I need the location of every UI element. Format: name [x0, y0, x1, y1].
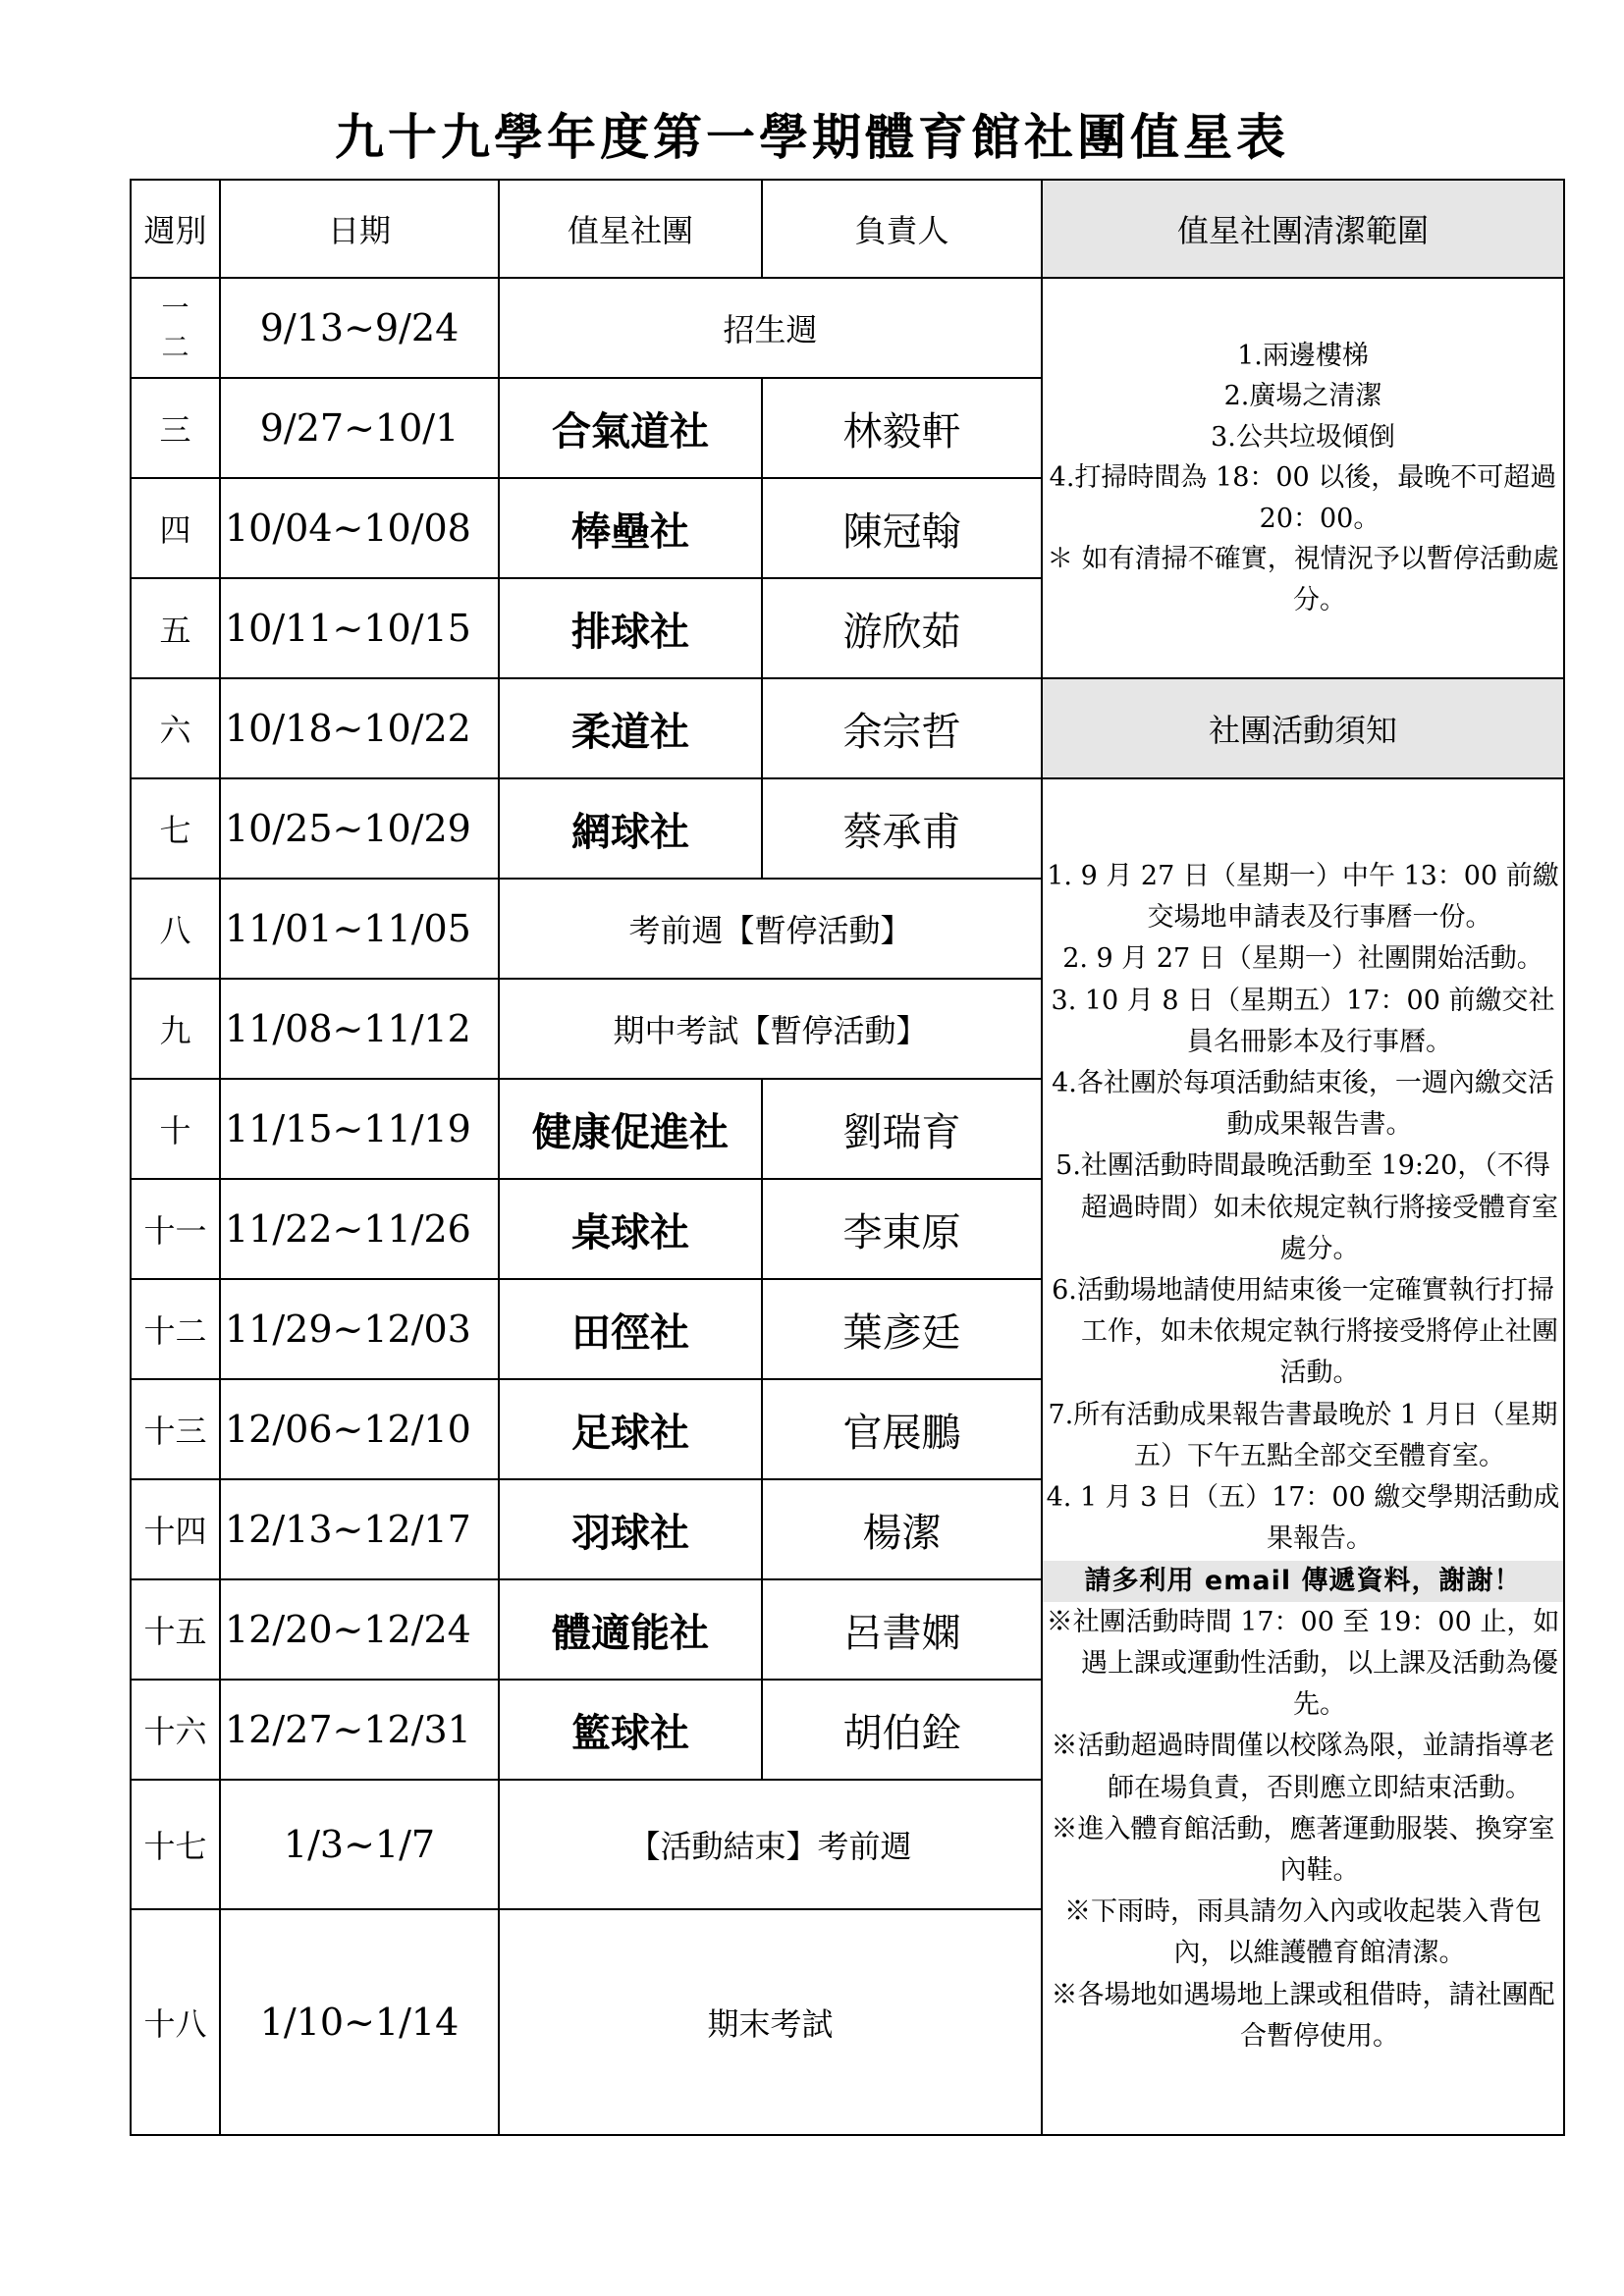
date-cell: 11/15~11/19 [220, 1079, 499, 1179]
notice-item: 3. 10 月 8 日（星期五）17：00 前繳交社員名冊影本及行事曆。 [1051, 985, 1555, 1057]
week-cell: 十三 [131, 1379, 220, 1479]
person-cell: 呂書嫻 [762, 1579, 1042, 1680]
week-cell [131, 278, 220, 378]
notice-heading: 社團活動須知 [1042, 678, 1564, 778]
header-row [131, 180, 1564, 278]
date-cell: 10/18~10/22 [220, 678, 499, 778]
notice-item: 7.所有活動成果報告書最晚於 1 月日（星期五）下午五點全部交至體育室。 [1048, 1399, 1558, 1471]
date-cell: 12/27~12/31 [220, 1680, 499, 1780]
event-cell: 期中考試【暫停活動】 [499, 979, 1042, 1079]
date-cell: 10/04~10/08 [220, 478, 499, 578]
week-cell: 十七 [131, 1780, 220, 1909]
week-cell: 十 [131, 1079, 220, 1179]
remark-item: ※社團活動時間 17：00 至 19：00 止，如遇上課或運動性活動，以上課及活動為優先。 [1046, 1606, 1560, 1721]
date-cell: 12/20~12/24 [220, 1579, 499, 1680]
club-cell: 籃球社 [499, 1680, 762, 1780]
cleaning-item: 2.廣場之清潔 [1223, 381, 1382, 412]
club-cell: 羽球社 [499, 1479, 762, 1579]
week-cell: 十八 [131, 1909, 220, 2135]
event-cell: 期末考試 [499, 1909, 1042, 2135]
week-cell: 十二 [131, 1279, 220, 1379]
date-cell: 10/11~10/15 [220, 578, 499, 678]
week-cell: 十四 [131, 1479, 220, 1579]
person-cell: 游欣茹 [762, 578, 1042, 678]
event-cell: 招生週 [499, 278, 1042, 378]
person-cell: 李東原 [762, 1179, 1042, 1279]
person-cell: 楊潔 [762, 1479, 1042, 1579]
notice-item: 2. 9 月 27 日（星期一）社團開始活動。 [1062, 943, 1543, 975]
week-label: 一 二 [161, 292, 189, 363]
week-cell: 五 [131, 578, 220, 678]
page-title: 九十九學年度第一學期體育館社團值星表 [335, 109, 1289, 166]
date-cell: 11/08~11/12 [220, 979, 499, 1079]
table-row [131, 778, 1564, 879]
week-cell: 六 [131, 678, 220, 778]
table-row [131, 678, 1564, 778]
cleaning-item: 3.公共垃圾傾倒 [1211, 421, 1395, 453]
header-club: 值星社團 [499, 180, 762, 278]
person-cell: 陳冠翰 [762, 478, 1042, 578]
notice-item: 6.活動場地請使用結束後一定確實執行打掃工作，如未依規定執行將接受將停止社團活動。 [1052, 1275, 1558, 1389]
notice-item: 4. 1 月 3 日（五）17：00 繳交學期活動成果報告。 [1046, 1482, 1560, 1555]
person-cell: 胡伯銓 [762, 1680, 1042, 1780]
table-row [131, 278, 1564, 378]
remark-item: ※下雨時，雨具請勿入內或收起裝入背包內，以維護體育館清潔。 [1064, 1896, 1542, 1969]
event-cell: 【活動結束】考前週 [499, 1780, 1042, 1909]
date-cell: 11/01~11/05 [220, 879, 499, 979]
club-cell: 合氣道社 [499, 378, 762, 478]
date-cell: 1/3~1/7 [220, 1780, 499, 1909]
email-note: 請多利用 email 傳遞資料，謝謝！ [1043, 1561, 1563, 1602]
club-cell: 網球社 [499, 778, 762, 879]
club-cell: 桌球社 [499, 1179, 762, 1279]
person-cell: 蔡承甫 [762, 778, 1042, 879]
week-cell: 四 [131, 478, 220, 578]
club-cell: 柔道社 [499, 678, 762, 778]
notice-item: 5.社團活動時間最晚活動至 19:20，（不得超過時間）如未依規定執行將接受體育室處分。 [1056, 1150, 1558, 1264]
remark-item: ※各場地如遇場地上課或租借時，請社團配合暫停使用。 [1051, 1979, 1555, 2052]
person-cell: 余宗哲 [762, 678, 1042, 778]
club-cell: 足球社 [499, 1379, 762, 1479]
cleaning-note: ＊ 如有清掃不確實，視情況予以暫停活動處分。 [1047, 544, 1559, 615]
remark-item: ※進入體育館活動，應著運動服裝、換穿室內鞋。 [1051, 1813, 1555, 1886]
club-cell: 田徑社 [499, 1279, 762, 1379]
notice-item: 4.各社團於每項活動結束後，一週內繳交活動成果報告書。 [1052, 1068, 1554, 1141]
date-cell: 1/10~1/14 [220, 1909, 499, 2135]
week-cell: 九 [131, 979, 220, 1079]
event-cell: 考前週【暫停活動】 [499, 879, 1042, 979]
header-cleaning-scope: 值星社團清潔範圍 [1042, 180, 1564, 278]
week-cell: 十六 [131, 1680, 220, 1780]
club-cell: 體適能社 [499, 1579, 762, 1680]
date-cell: 10/25~10/29 [220, 778, 499, 879]
header-date: 日期 [220, 180, 499, 278]
cleaning-item: 4.打掃時間為 18：00 以後，最晚不可超過 20：00。 [1049, 462, 1557, 534]
club-cell: 棒壘社 [499, 478, 762, 578]
week-cell: 八 [131, 879, 220, 979]
header-week: 週別 [131, 180, 220, 278]
person-cell: 葉彥廷 [762, 1279, 1042, 1379]
person-cell: 劉瑞育 [762, 1079, 1042, 1179]
week-cell: 十五 [131, 1579, 220, 1680]
week-cell: 七 [131, 778, 220, 879]
duty-schedule-table [130, 179, 1565, 2136]
activity-notice-list [1042, 778, 1564, 2135]
week-cell: 三 [131, 378, 220, 478]
person-cell: 林毅軒 [762, 378, 1042, 478]
club-cell: 健康促進社 [499, 1079, 762, 1179]
remark-item: ※活動超過時間僅以校隊為限，並請指導老師在場負責，否則應立即結束活動。 [1051, 1731, 1555, 1803]
notice-item: 1. 9 月 27 日（星期一）中午 13：00 前繳交場地申請表及行事曆一份。 [1047, 861, 1559, 934]
date-cell: 11/29~12/03 [220, 1279, 499, 1379]
club-cell: 排球社 [499, 578, 762, 678]
date-cell: 12/06~12/10 [220, 1379, 499, 1479]
cleaning-scope-list [1042, 278, 1564, 678]
week-cell: 十一 [131, 1179, 220, 1279]
date-cell: 9/27~10/1 [220, 378, 499, 478]
date-cell: 9/13~9/24 [220, 278, 499, 378]
date-cell: 11/22~11/26 [220, 1179, 499, 1279]
date-cell: 12/13~12/17 [220, 1479, 499, 1579]
cleaning-item: 1.兩邊樓梯 [1237, 340, 1369, 371]
person-cell: 官展鵬 [762, 1379, 1042, 1479]
header-person: 負責人 [762, 180, 1042, 278]
